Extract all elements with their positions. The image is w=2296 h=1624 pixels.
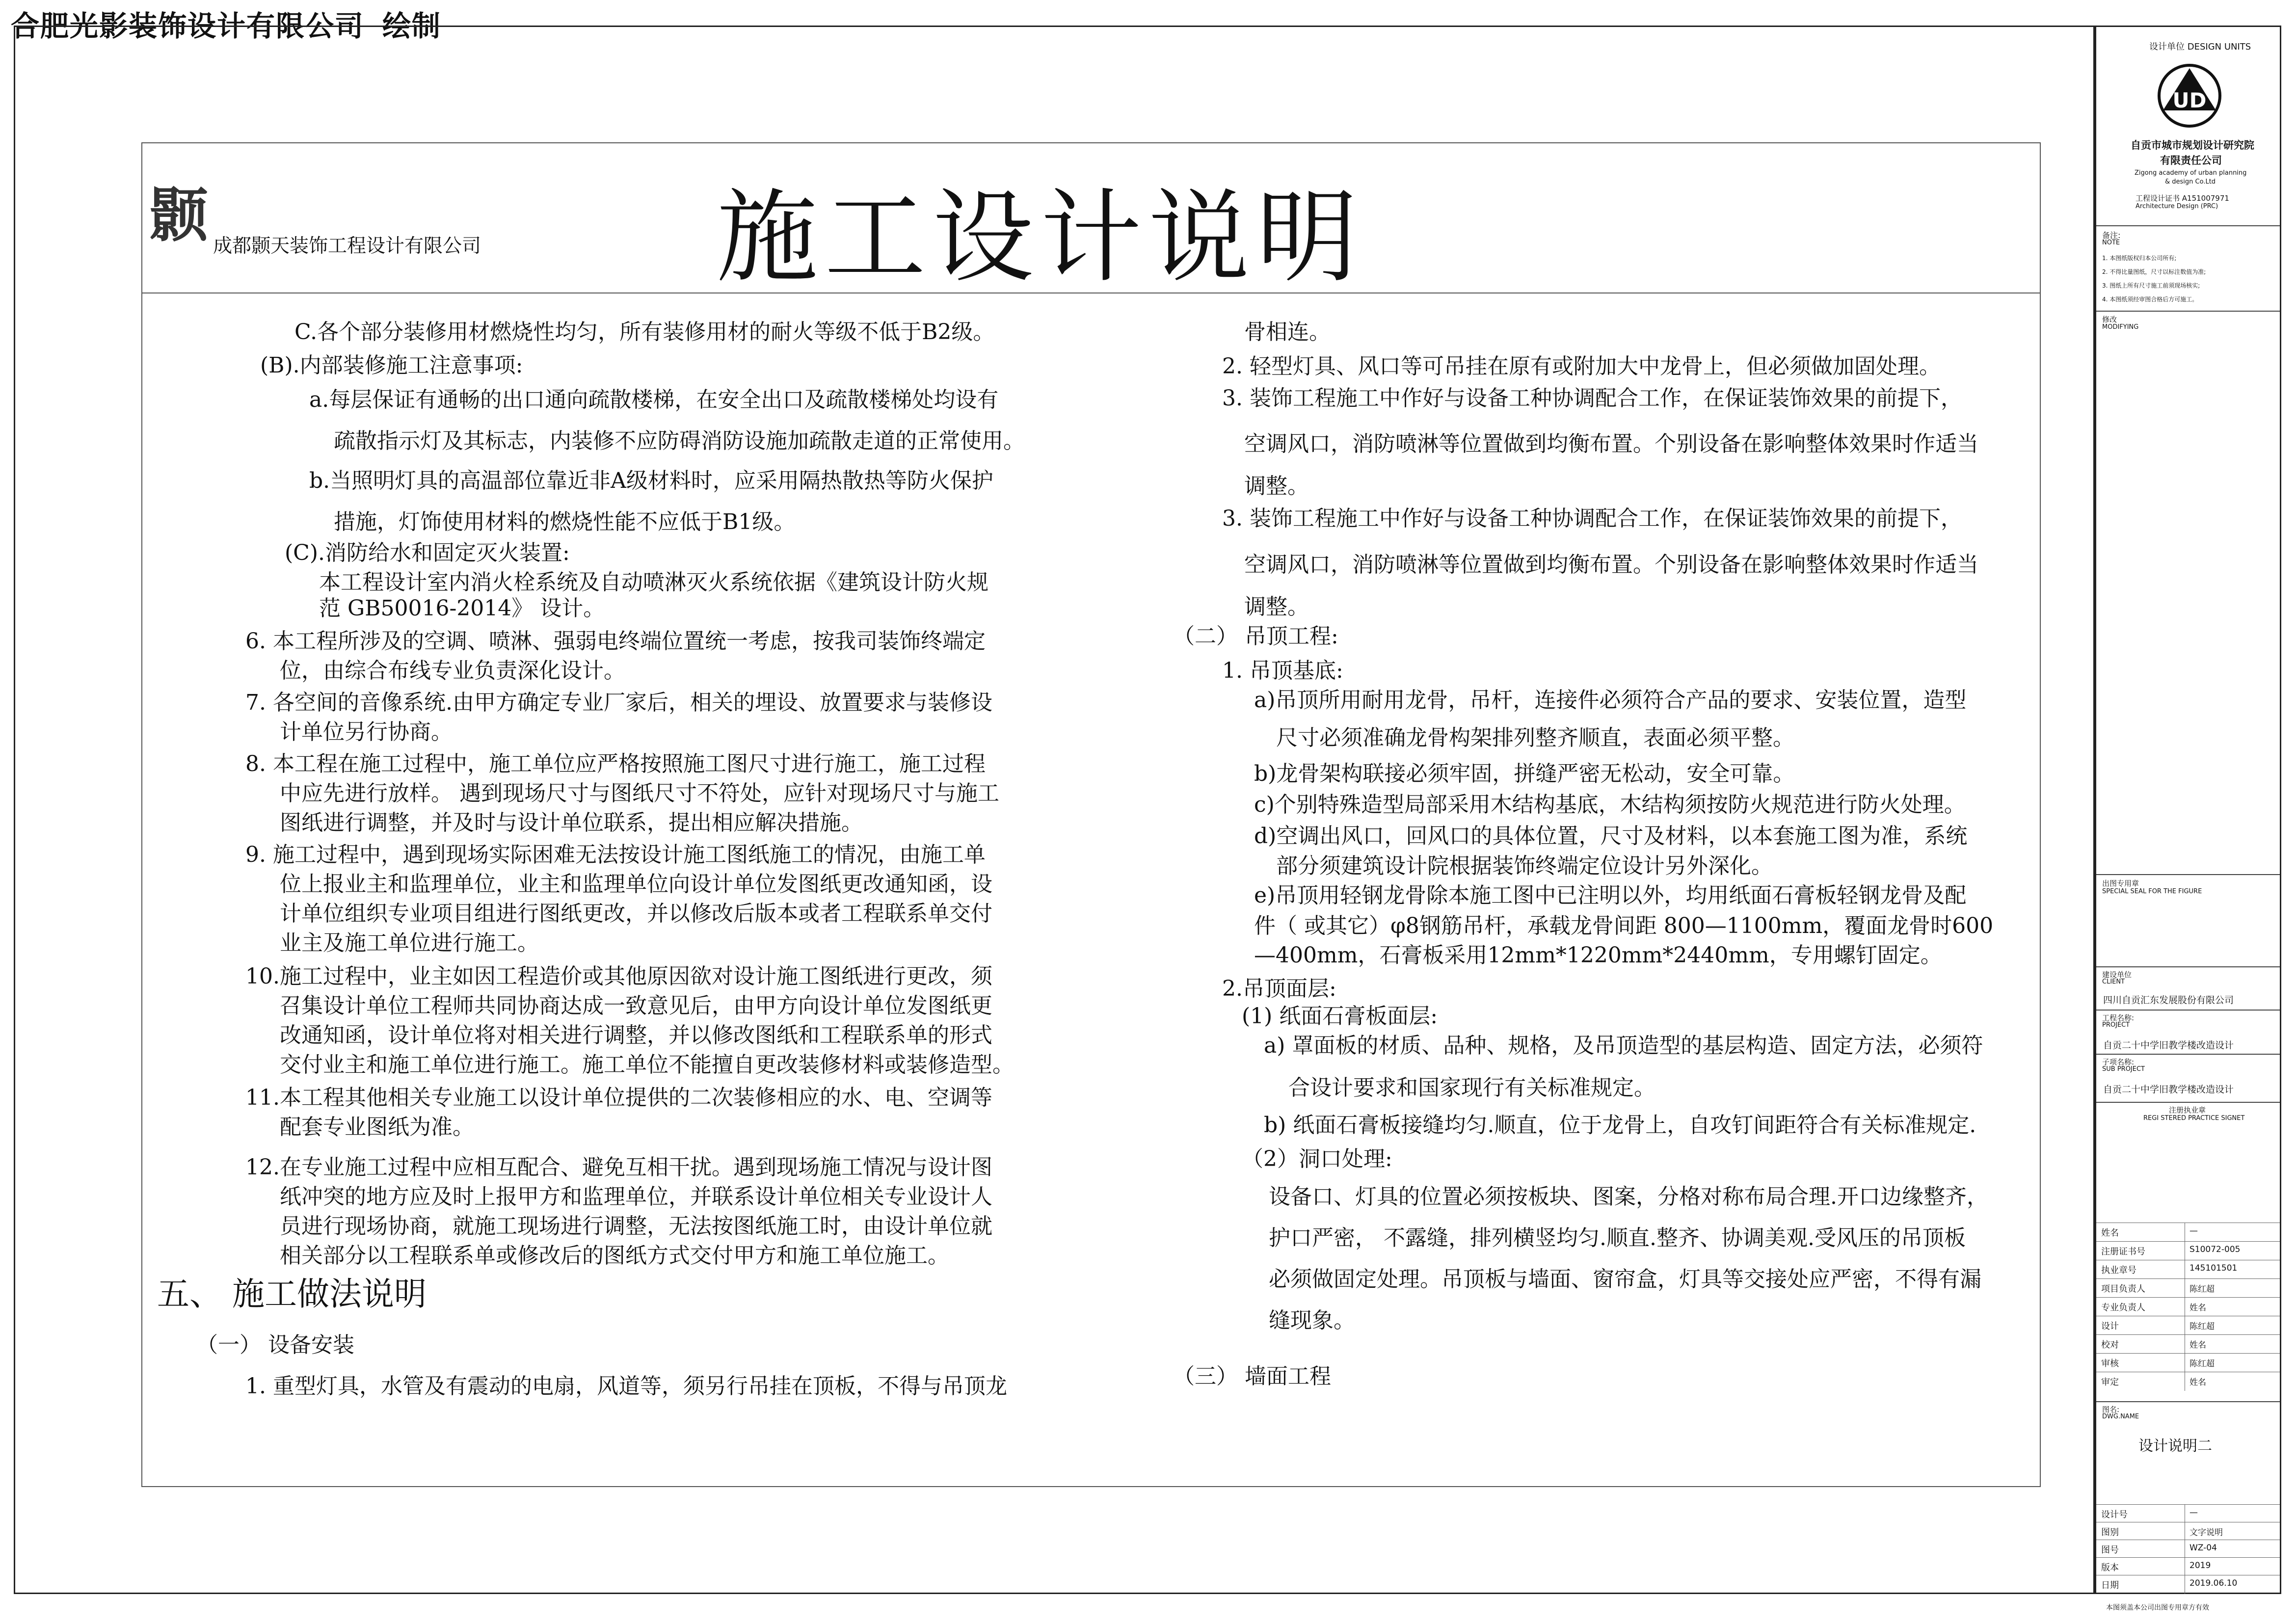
right-paragraph-line: c)个别特殊造型局部采用木结构基底，木结构须按防火规范进行防火处理。: [1254, 792, 1966, 817]
left-paragraph-line: 措施，灯饰使用材料的燃烧性能不应低于B1级。: [334, 509, 796, 534]
left-paragraph-line: 业主及施工单位进行施工。: [280, 931, 539, 956]
right-paragraph-line: （二） 吊顶工程:: [1173, 624, 1338, 649]
project-label-en: PROJECT: [2102, 1021, 2130, 1029]
right-paragraph-line: 合设计要求和国家现行有关标准规定。: [1288, 1075, 1655, 1100]
institute-en-2: & design Co.Ltd: [2165, 178, 2216, 186]
left-paragraph-line: 12.在专业施工过程中应相互配合、避免互相干扰。遇到现场施工情况与设计图: [245, 1155, 992, 1180]
design-certificate-en: Architecture Design (PRC): [2136, 203, 2218, 210]
left-paragraph-line: 9. 施工过程中，遇到现场实际困难无法按设计施工图纸施工的情况，由施工单: [245, 842, 986, 867]
left-paragraph-line: 配套专业图纸为准。: [280, 1115, 474, 1140]
left-paragraph-line: （一） 设备安装: [196, 1332, 354, 1358]
drawing-name: 设计说明二: [2138, 1438, 2212, 1455]
project-name: 自贡二十中学旧教学楼改造设计: [2103, 1040, 2234, 1051]
right-paragraph-line: 尺寸必须准确龙骨构架排列整齐顺直，表面必须平整。: [1276, 725, 1794, 750]
right-paragraph-line: 2. 轻型灯具、风口等可吊挂在原有或附加大中龙骨上，但必须做加固处理。: [1222, 354, 1941, 379]
left-paragraph-line: (C).消防给水和固定灭火装置:: [285, 540, 570, 565]
revision-label-en: MODIFYING: [2102, 323, 2139, 331]
meta-row: 版本 2019: [2096, 1557, 2280, 1576]
seal-label-en: SPECIAL SEAL FOR THE FIGURE: [2102, 888, 2202, 895]
left-paragraph-line: C.各个部分装修用材燃烧性均匀，所有装修用材的耐火等级不低于B2级。: [294, 319, 995, 345]
left-paragraph-line: 召集设计单位工程师共同协商达成一致意见后，由甲方向设计单位发图纸更: [280, 993, 992, 1018]
company-name: 成都颢天装饰工程设计有限公司: [213, 235, 481, 257]
institute-logo: [2155, 61, 2224, 132]
signature-row: 设计 陈红超: [2096, 1316, 2280, 1335]
left-paragraph-line: 交付业主和施工单位进行施工。施工单位不能擅自更改装修材料或装修造型。: [280, 1052, 1014, 1077]
note-item: 1. 本图纸版权归本公司所有;: [2102, 255, 2177, 262]
left-paragraph-line: 7. 各空间的音像系统.由甲方确定专业厂家后，相关的埋设、放置要求与装修设: [245, 690, 992, 715]
svg-text:UD: UD: [2172, 88, 2207, 112]
company-logo: [147, 178, 210, 251]
validity-footer: 本图须盖本公司出图专用章方有效: [2106, 1604, 2209, 1612]
drawing-name-label-en: DWG.NAME: [2102, 1413, 2139, 1420]
signature-row: 审定 姓名: [2096, 1372, 2280, 1391]
signature-row: 姓名 —: [2096, 1223, 2280, 1242]
right-paragraph-line: 缝现象。: [1269, 1308, 1355, 1333]
meta-row: 日期 2019.06.10: [2096, 1575, 2280, 1594]
revision-label: 修改: [2102, 315, 2117, 324]
left-paragraph-line: 范 GB50016-2014》 设计。: [319, 596, 605, 621]
right-paragraph-line: 空调风口，消防喷淋等位置做到均衡布置。个别设备在影响整体效果时作适当: [1244, 552, 1978, 577]
left-paragraph-line: 图纸进行调整，并及时与设计单位联系，提出相应解决措施。: [280, 810, 863, 835]
right-paragraph-line: b) 纸面石膏板接缝均匀.顺直，位于龙骨上，自攻钉间距符合有关标准规定.: [1264, 1113, 1976, 1138]
signature-row: 校对 姓名: [2096, 1334, 2280, 1354]
meta-row: 图别 文字说明: [2096, 1522, 2280, 1541]
notes-title: 备注:: [2102, 231, 2121, 240]
watermark-text: 合肥光影装饰设计有限公司 绘制: [11, 9, 441, 43]
left-paragraph-line: 1. 重型灯具，水管及有震动的电扇，风道等，须另行吊挂在顶板，不得与吊顶龙: [245, 1374, 1007, 1399]
right-paragraph-line: 件（ 或其它）φ8钢筋吊杆，承载龙骨间距 800—1100mm，覆面龙骨时600: [1254, 913, 1994, 938]
left-paragraph-line: 员进行现场协商，就施工现场进行调整，无法按图纸施工时，由设计单位就: [280, 1214, 992, 1239]
seal-label: 出图专用章: [2102, 879, 2139, 888]
note-item: 2. 不得比量图纸，尺寸以标注数值为准;: [2102, 268, 2206, 275]
left-paragraph-line: 计单位组织专业项目组进行图纸更改，并以修改后版本或者工程联系单交付: [280, 901, 992, 926]
signature-row: 专业负责人 姓名: [2096, 1297, 2280, 1316]
institute-name: 自贡市城市规划设计研究院: [2131, 139, 2254, 151]
right-paragraph-line: b)龙骨架构联接必须牢固，拼缝严密无松动，安全可靠。: [1254, 761, 1795, 786]
registered-stamp-label-en: REGI STERED PRACTICE SIGNET: [2143, 1115, 2245, 1122]
client-label-en: CLIENT: [2102, 978, 2125, 985]
left-paragraph-line: 疏散指示灯及其标志，内装修不应防碍消防设施加疏散走道的正常使用。: [334, 428, 1025, 453]
right-paragraph-line: 3. 装饰工程施工中作好与设备工种协调配合工作，在保证装饰效果的前提下，: [1222, 386, 1962, 411]
subproject-label: 子项名称:: [2102, 1058, 2135, 1066]
right-paragraph-line: 部分须建筑设计院根据装饰终端定位设计另外深化。: [1276, 853, 1773, 879]
signature-row: 注册证书号 S10072-005: [2096, 1241, 2280, 1260]
left-paragraph-line: 10.施工过程中，业主如因工程造价或其他原因欲对设计施工图纸进行更改，须: [245, 964, 992, 989]
right-paragraph-line: (1) 纸面石膏板面层:: [1242, 1004, 1438, 1029]
left-paragraph-line: 11.本工程其他相关专业施工以设计单位提供的二次装修相应的水、电、空调等: [245, 1085, 992, 1110]
right-paragraph-line: a) 罩面板的材质、品种、规格，及吊顶造型的基层构造、固定方法，必须符: [1264, 1033, 1983, 1058]
title-block: [2095, 26, 2281, 1612]
meta-row: 图号 WZ-04: [2096, 1540, 2280, 1559]
right-paragraph-line: 设备口、灯具的位置必须按板块、图案，分格对称布局合理.开口边缘整齐，: [1269, 1184, 1988, 1209]
right-paragraph-line: 1. 吊顶基底:: [1222, 658, 1343, 683]
design-unit-label: 设计单位 DESIGN UNITS: [2149, 42, 2251, 52]
signature-row: 执业章号 145101501: [2096, 1260, 2280, 1279]
right-paragraph-line: —400mm，石膏板采用12mm*1220mm*2440mm，专用螺钉固定。: [1254, 943, 1942, 968]
left-paragraph-line: (B).内部装修施工注意事项:: [260, 353, 523, 378]
right-paragraph-line: 3. 装饰工程施工中作好与设备工种协调配合工作，在保证装饰效果的前提下，: [1222, 506, 1962, 531]
right-paragraph-line: （2）洞口处理:: [1242, 1146, 1392, 1171]
note-item: 3. 图纸上所有尺寸施工前须现场核实;: [2102, 282, 2200, 289]
note-item: 4. 本图纸须经审图合格后方可施工。: [2102, 296, 2198, 303]
right-paragraph-line: e)吊顶用轻钢龙骨除本施工图中已注明以外，均用纸面石膏板轻钢龙骨及配: [1254, 883, 1967, 908]
left-paragraph-line: 纸冲突的地方应及时上报甲方和监理单位，并联系设计单位相关专业设计人: [280, 1184, 992, 1209]
left-paragraph-line: 位上报业主和监理单位，业主和监理单位向设计单位发图纸更改通知函，设: [280, 872, 992, 897]
right-paragraph-line: d)空调出风口，回风口的具体位置，尺寸及材料，以本套施工图为准，系统: [1254, 824, 1968, 849]
client-name: 四川自贡汇东发展股份有限公司: [2103, 995, 2234, 1006]
project-label: 工程名称:: [2102, 1013, 2135, 1022]
left-paragraph-line: 位，由综合布线专业负责深化设计。: [280, 658, 625, 683]
left-paragraph-line: 计单位另行协商。: [280, 719, 453, 745]
left-paragraph-line: 改通知函，设计单位将对相关进行调整，并以修改图纸和工程联系单的形式: [280, 1023, 992, 1048]
left-paragraph-line: 中应先进行放样。 遇到现场尺寸与图纸尺寸不符处，应针对现场尺寸与施工: [280, 781, 999, 806]
left-paragraph-line: 相关部分以工程联系单或修改后的图纸方式交付甲方和施工单位施工。: [280, 1243, 949, 1268]
right-paragraph-line: 调整。: [1244, 594, 1309, 619]
client-label: 建设单位: [2102, 970, 2132, 979]
signature-row: 审核 陈红超: [2096, 1353, 2280, 1372]
subproject-name: 自贡二十中学旧教学楼改造设计: [2103, 1084, 2234, 1095]
meta-row: 设计号 —: [2096, 1504, 2280, 1523]
right-paragraph-line: 空调风口，消防喷淋等位置做到均衡布置。个别设备在影响整体效果时作适当: [1244, 431, 1978, 456]
left-paragraph-line: 6. 本工程所涉及的空调、喷淋、强弱电终端位置统一考虑，按我司装饰终端定: [245, 629, 986, 654]
institute-en-1: Zigong academy of urban planning: [2135, 169, 2247, 177]
notes-title-en: NOTE: [2102, 239, 2120, 246]
page-title: 施工设计说明: [717, 179, 1365, 296]
left-paragraph-line: a.每层保证有通畅的出口通向疏散楼梯，在安全出口及疏散楼梯处均设有: [309, 387, 999, 412]
design-certificate: 工程设计证书 A151007971: [2136, 194, 2229, 203]
left-paragraph-line: b.当照明灯具的高温部位靠近非A级材料时，应采用隔热散热等防火保护: [309, 468, 993, 493]
drawing-name-label: 图名:: [2102, 1405, 2120, 1414]
right-paragraph-line: 必须做固定处理。吊顶板与墙面、窗帘盒，灯具等交接处应严密，不得有漏: [1269, 1267, 1981, 1292]
right-paragraph-line: 2.吊顶面层:: [1222, 976, 1336, 1001]
institute-name-2: 有限责任公司: [2160, 155, 2222, 166]
right-paragraph-line: 护口严密， 不露缝，排列横竖均匀.顺直.整齐、协调美观.受风压的吊顶板: [1269, 1225, 1966, 1251]
svg-text:颢: 颢: [149, 181, 208, 249]
signature-row: 项目负责人 陈红超: [2096, 1278, 2280, 1298]
right-paragraph-line: a)吊顶所用耐用龙骨，吊杆，连接件必须符合产品的要求、安装位置，造型: [1254, 688, 1967, 713]
subproject-label-en: SUB PROJECT: [2102, 1065, 2145, 1073]
right-paragraph-line: （三） 墙面工程: [1173, 1364, 1331, 1389]
registered-stamp-label: 注册执业章: [2169, 1106, 2206, 1115]
left-paragraph-line: 8. 本工程在施工过程中，施工单位应严格按照施工图尺寸进行施工，施工过程: [245, 751, 986, 776]
left-paragraph-line: 本工程设计室内消火栓系统及自动喷淋灭火系统依据《建筑设计防火规: [319, 570, 988, 595]
right-paragraph-line: 调整。: [1244, 474, 1309, 499]
right-paragraph-line: 骨相连。: [1244, 319, 1331, 345]
left-paragraph-line: 五、 施工做法说明: [157, 1275, 427, 1313]
